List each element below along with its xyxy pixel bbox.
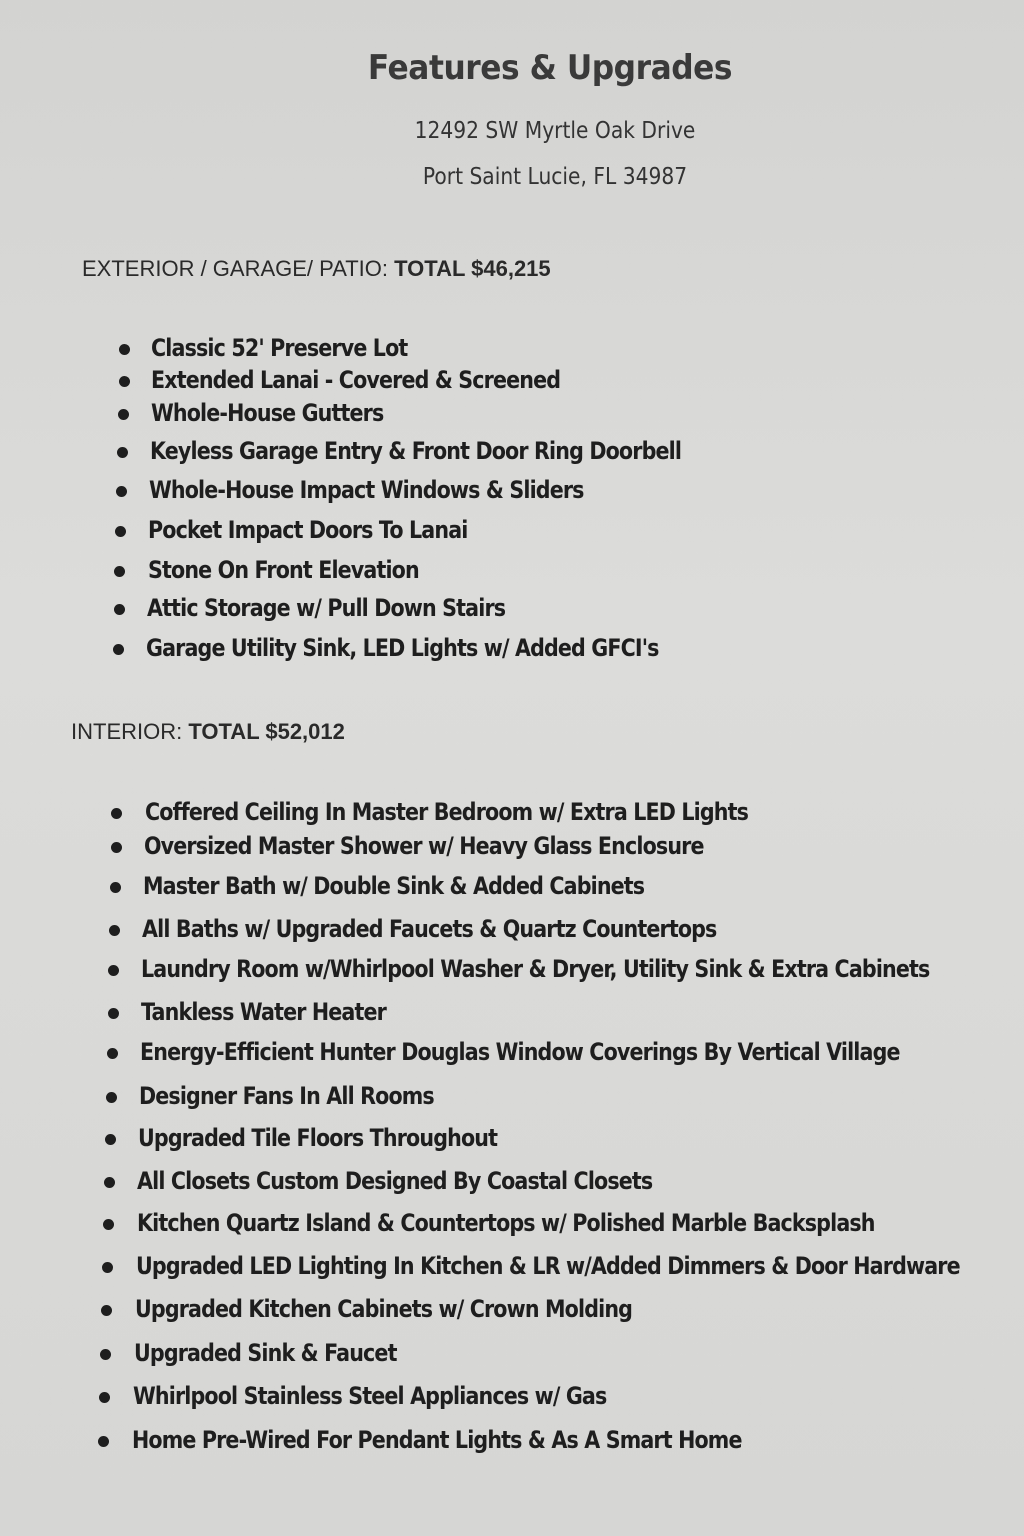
exterior-label: EXTERIOR / GARAGE/ PATIO: [82, 256, 395, 281]
list-item: Attic Storage w/ Pull Down Stairs [147, 594, 506, 622]
list-item: Keyless Garage Entry & Front Door Ring Doorbell [150, 437, 682, 465]
bullet-icon [115, 526, 126, 537]
list-item: Laundry Room w/Whirlpool Washer & Dryer, Utility Sink & Extra Cabinets [141, 955, 930, 983]
page-title: Features & Upgrades [367, 48, 733, 88]
bullet-icon [108, 1008, 119, 1019]
bullet-icon [110, 882, 121, 893]
list-item: Upgraded Tile Floors Throughout [138, 1124, 498, 1152]
list-item: Whirlpool Stainless Steel Appliances w/ Gas [133, 1382, 607, 1410]
interior-label: INTERIOR: [71, 719, 189, 744]
list-item: Stone On Front Elevation [148, 556, 419, 584]
bullet-icon [111, 842, 122, 853]
bullet-icon [114, 566, 125, 577]
list-item: Garage Utility Sink, LED Lights w/ Added GFCI's [146, 634, 659, 662]
list-item: Upgraded LED Lighting In Kitchen & LR w/Added Dimmers & Door Hardware [136, 1252, 960, 1280]
bullet-icon [107, 1048, 118, 1059]
interior-heading [71, 719, 345, 745]
list-item: Whole-House Gutters [151, 399, 384, 427]
address-line-2: Port Saint Lucie, FL 34987 [422, 164, 688, 190]
bullet-icon [116, 486, 127, 497]
bullet-icon [106, 1092, 117, 1103]
bullet-icon [100, 1349, 111, 1360]
bullet-icon [119, 376, 130, 387]
bullet-icon [118, 409, 129, 420]
address-line-1: 12492 SW Myrtle Oak Drive [414, 118, 696, 144]
list-item: Coffered Ceiling In Master Bedroom w/ Extra LED Lights [145, 798, 749, 826]
list-item: Oversized Master Shower w/ Heavy Glass Enclosure [144, 832, 704, 860]
bullet-icon [108, 965, 119, 976]
bullet-icon [111, 808, 122, 819]
interior-total: TOTAL $52,012 [188, 719, 345, 744]
list-item: Energy-Efficient Hunter Douglas Window Coverings By Vertical Village [140, 1038, 900, 1066]
list-item: Whole-House Impact Windows & Sliders [149, 476, 584, 504]
bullet-icon [113, 644, 124, 655]
list-item: Upgraded Sink & Faucet [134, 1339, 397, 1367]
bullet-icon [109, 925, 120, 936]
list-item: Master Bath w/ Double Sink & Added Cabinets [143, 872, 645, 900]
exterior-total: TOTAL $46,215 [394, 256, 551, 281]
bullet-icon [114, 604, 125, 615]
exterior-heading [82, 256, 551, 282]
list-item: Pocket Impact Doors To Lanai [148, 516, 468, 544]
list-item: Tankless Water Heater [141, 998, 386, 1026]
bullet-icon [103, 1219, 114, 1230]
list-item: Home Pre-Wired For Pendant Lights & As A Smart Home [132, 1426, 742, 1454]
list-item: Upgraded Kitchen Cabinets w/ Crown Molding [135, 1295, 633, 1323]
list-item: Extended Lanai - Covered & Screened [151, 366, 561, 394]
bullet-icon [119, 344, 130, 355]
list-item: Designer Fans In All Rooms [139, 1082, 434, 1110]
list-item: Classic 52' Preserve Lot [151, 334, 408, 362]
list-item: All Baths w/ Upgraded Faucets & Quartz Countertops [142, 915, 717, 943]
bullet-icon [105, 1134, 116, 1145]
bullet-icon [101, 1305, 112, 1316]
list-item: Kitchen Quartz Island & Countertops w/ Polished Marble Backsplash [137, 1209, 875, 1237]
bullet-icon [98, 1436, 109, 1447]
bullet-icon [99, 1392, 110, 1403]
bullet-icon [104, 1177, 115, 1188]
bullet-icon [117, 447, 128, 458]
list-item: All Closets Custom Designed By Coastal Closets [137, 1167, 653, 1195]
bullet-icon [102, 1262, 113, 1273]
